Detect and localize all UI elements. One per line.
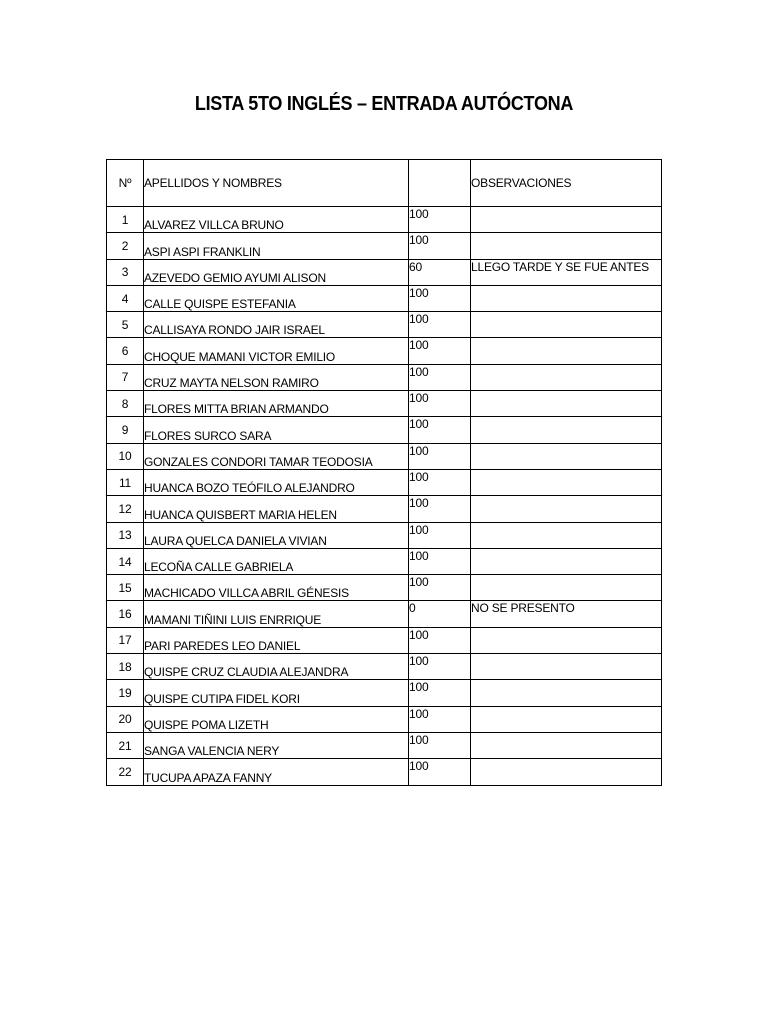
- score-cell: 100: [409, 496, 471, 522]
- observation-cell: [471, 680, 662, 706]
- student-name: FLORES SURCO SARA: [144, 417, 409, 443]
- score-cell: 0: [409, 601, 471, 627]
- row-number: 17: [107, 627, 144, 653]
- table-row: [107, 338, 662, 364]
- table-row: [107, 732, 662, 758]
- table-row: [107, 443, 662, 469]
- header-number: Nº: [107, 160, 144, 207]
- score-cell: 100: [409, 522, 471, 548]
- score-cell: 100: [409, 548, 471, 574]
- student-name: LECOÑA CALLE GABRIELA: [144, 548, 409, 574]
- observation-cell: [471, 522, 662, 548]
- score-cell: 100: [409, 759, 471, 785]
- row-number: 1: [107, 207, 144, 233]
- student-name: MAMANI TIÑINI LUIS ENRRIQUE: [144, 601, 409, 627]
- score-cell: 100: [409, 469, 471, 495]
- row-number: 16: [107, 601, 144, 627]
- header-observations: OBSERVACIONES: [471, 160, 662, 207]
- observation-cell: [471, 338, 662, 364]
- table-row: [107, 496, 662, 522]
- row-number: 9: [107, 417, 144, 443]
- score-cell: 100: [409, 654, 471, 680]
- student-name: CRUZ MAYTA NELSON RAMIRO: [144, 364, 409, 390]
- observation-cell: [471, 233, 662, 259]
- row-number: 2: [107, 233, 144, 259]
- student-name: CHOQUE MAMANI VICTOR EMILIO: [144, 338, 409, 364]
- row-number: 6: [107, 338, 144, 364]
- score-cell: 100: [409, 338, 471, 364]
- table-row: [107, 706, 662, 732]
- table-row: [107, 654, 662, 680]
- score-cell: 100: [409, 706, 471, 732]
- observation-cell: [471, 759, 662, 785]
- table-row: [107, 259, 662, 285]
- score-cell: 100: [409, 391, 471, 417]
- observation-cell: [471, 391, 662, 417]
- document-title: LISTA 5TO INGLÉS – ENTRADA AUTÓCTONA: [194, 93, 574, 115]
- student-name: TUCUPA APAZA FANNY: [144, 759, 409, 785]
- student-name: ALVAREZ VILLCA BRUNO: [144, 207, 409, 233]
- table-row: [107, 601, 662, 627]
- score-cell: 100: [409, 627, 471, 653]
- student-list-table: [106, 159, 662, 786]
- observation-cell: [471, 654, 662, 680]
- row-number: 11: [107, 469, 144, 495]
- observation-cell: [471, 627, 662, 653]
- row-number: 5: [107, 312, 144, 338]
- observation-cell: [471, 469, 662, 495]
- student-name: HUANCA BOZO TEÓFILO ALEJANDRO: [144, 469, 409, 495]
- student-name: GONZALES CONDORI TAMAR TEODOSIA: [144, 443, 409, 469]
- observation-cell: [471, 207, 662, 233]
- score-cell: 60: [409, 259, 471, 285]
- table-row: [107, 207, 662, 233]
- student-name: ASPI ASPI FRANKLIN: [144, 233, 409, 259]
- table-row: [107, 548, 662, 574]
- table-body: [107, 207, 662, 786]
- score-cell: 100: [409, 285, 471, 311]
- table-row: [107, 233, 662, 259]
- table-row: [107, 312, 662, 338]
- row-number: 7: [107, 364, 144, 390]
- score-cell: 100: [409, 312, 471, 338]
- table-row: [107, 627, 662, 653]
- score-cell: 100: [409, 575, 471, 601]
- table-row: [107, 759, 662, 785]
- student-name: HUANCA QUISBERT MARIA HELEN: [144, 496, 409, 522]
- observation-cell: [471, 548, 662, 574]
- table-row: [107, 285, 662, 311]
- student-name: CALLISAYA RONDO JAIR ISRAEL: [144, 312, 409, 338]
- score-cell: 100: [409, 417, 471, 443]
- student-name: LAURA QUELCA DANIELA VIVIAN: [144, 522, 409, 548]
- student-name: FLORES MITTA BRIAN ARMANDO: [144, 391, 409, 417]
- student-name: CALLE QUISPE ESTEFANIA: [144, 285, 409, 311]
- row-number: 3: [107, 259, 144, 285]
- observation-cell: [471, 496, 662, 522]
- table-header-row: [107, 160, 662, 207]
- student-name: AZEVEDO GEMIO AYUMI ALISON: [144, 259, 409, 285]
- student-name: SANGA VALENCIA NERY: [144, 732, 409, 758]
- student-name: QUISPE CUTIPA FIDEL KORI: [144, 680, 409, 706]
- score-cell: 100: [409, 680, 471, 706]
- row-number: 22: [107, 759, 144, 785]
- table-row: [107, 391, 662, 417]
- student-name: PARI PAREDES LEO DANIEL: [144, 627, 409, 653]
- table-row: [107, 522, 662, 548]
- table-row: [107, 680, 662, 706]
- observation-cell: [471, 706, 662, 732]
- row-number: 10: [107, 443, 144, 469]
- row-number: 14: [107, 548, 144, 574]
- header-name: APELLIDOS Y NOMBRES: [144, 160, 409, 207]
- observation-cell: [471, 443, 662, 469]
- score-cell: 100: [409, 364, 471, 390]
- student-name: MACHICADO VILLCA ABRIL GÉNESIS: [144, 575, 409, 601]
- header-score: [409, 160, 471, 207]
- row-number: 4: [107, 285, 144, 311]
- table-row: [107, 364, 662, 390]
- student-name: QUISPE POMA LIZETH: [144, 706, 409, 732]
- observation-cell: [471, 285, 662, 311]
- table-row: [107, 417, 662, 443]
- observation-cell: [471, 732, 662, 758]
- observation-cell: [471, 417, 662, 443]
- observation-cell: [471, 575, 662, 601]
- row-number: 20: [107, 706, 144, 732]
- observation-cell: NO SE PRESENTO: [471, 601, 662, 627]
- observation-cell: [471, 364, 662, 390]
- row-number: 8: [107, 391, 144, 417]
- row-number: 15: [107, 575, 144, 601]
- row-number: 18: [107, 654, 144, 680]
- table-row: [107, 575, 662, 601]
- table-row: [107, 469, 662, 495]
- row-number: 13: [107, 522, 144, 548]
- row-number: 12: [107, 496, 144, 522]
- row-number: 19: [107, 680, 144, 706]
- row-number: 21: [107, 732, 144, 758]
- score-cell: 100: [409, 732, 471, 758]
- score-cell: 100: [409, 233, 471, 259]
- observation-cell: [471, 312, 662, 338]
- student-name: QUISPE CRUZ CLAUDIA ALEJANDRA: [144, 654, 409, 680]
- score-cell: 100: [409, 443, 471, 469]
- observation-cell: LLEGO TARDE Y SE FUE ANTES: [471, 259, 662, 285]
- score-cell: 100: [409, 207, 471, 233]
